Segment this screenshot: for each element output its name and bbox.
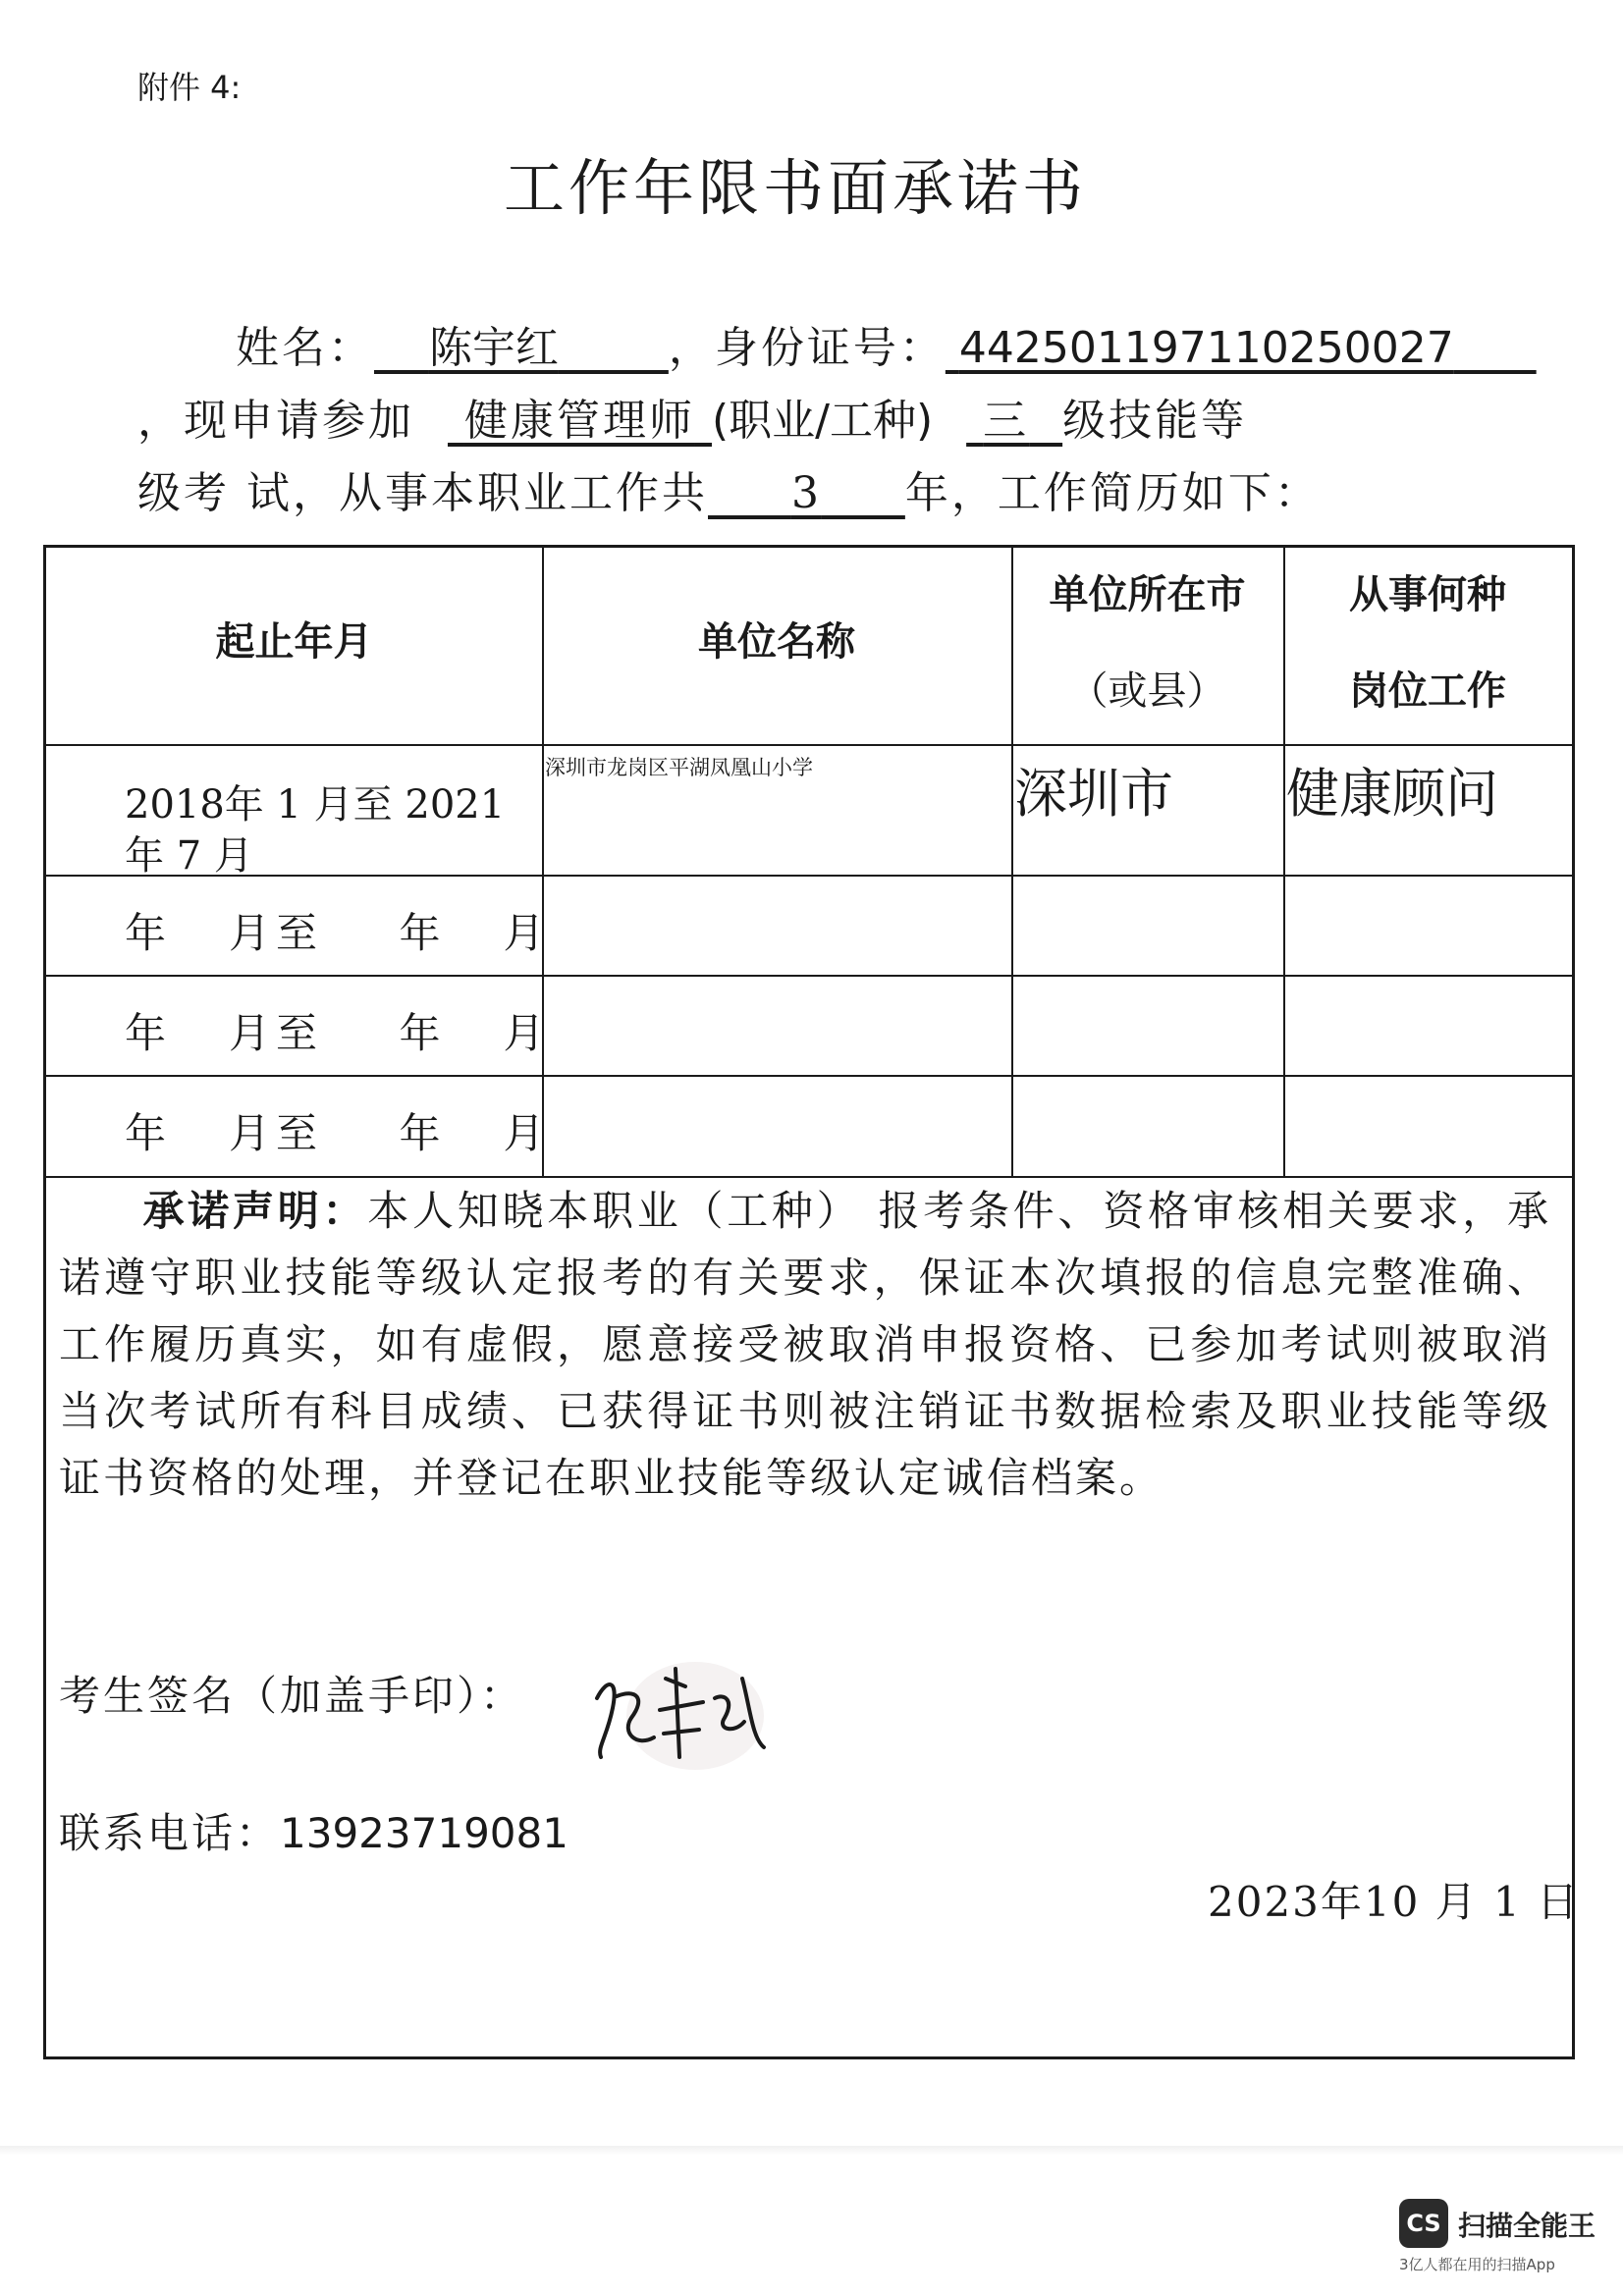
occupation-value: 健康管理师 — [463, 396, 695, 446]
header-city-line1: 单位所在市 — [1049, 572, 1246, 617]
row1-period-line1: 2018年 1 月至 2021 — [125, 782, 506, 828]
id-label: ，身份证号： — [668, 323, 946, 373]
scan-margin — [0, 2155, 1623, 2296]
watermark-name: 扫描全能王 — [1458, 2210, 1596, 2242]
line3-prefix: 级考 试，从事本职业工作共 — [137, 468, 708, 518]
attachment-label: 附件 4: — [137, 69, 242, 106]
table-divider — [46, 875, 1572, 877]
table-divider — [1283, 548, 1285, 1176]
years-value: 3 — [790, 468, 822, 518]
table-divider — [1011, 548, 1013, 1176]
name-label: 姓名： — [236, 323, 374, 373]
table-divider — [46, 1075, 1572, 1077]
header-city-line2: （或县） — [1068, 668, 1226, 714]
level-suffix: 级技能等 — [1062, 396, 1248, 446]
phone-line — [59, 1801, 568, 1860]
signed-date: 2023年10 月 1 日 — [1208, 1878, 1581, 1926]
declaration — [59, 1178, 1551, 1512]
handwritten-signature — [577, 1639, 784, 1787]
id-value: 442501197110250027 — [958, 323, 1454, 373]
intro-line-2 — [137, 385, 1247, 448]
intro-line-1 — [236, 312, 1537, 375]
row1-city: 深圳市 — [1014, 763, 1173, 825]
table-divider — [46, 744, 1572, 746]
row3-period: 年 月至 年 月 — [125, 1009, 551, 1057]
scanner-watermark — [1399, 2199, 1605, 2272]
level-value: 三 — [983, 396, 1030, 446]
document-title: 工作年限书面承诺书 — [503, 152, 1087, 224]
table-divider — [46, 975, 1572, 977]
name-value: 陈宇红 — [428, 323, 559, 373]
row4-period: 年 月至 年 月 — [125, 1109, 551, 1157]
header-period: 起止年月 — [215, 619, 373, 665]
header-unit: 单位名称 — [698, 619, 855, 665]
row1-unit: 深圳市龙岗区平湖凤凰山小学 — [545, 756, 813, 779]
row1-job: 健康顾问 — [1286, 763, 1498, 825]
row2-period: 年 月至 年 月 — [125, 909, 551, 957]
occupation-suffix: (职业/工种) — [711, 396, 934, 446]
phone-label: 联系电话： — [59, 1809, 281, 1857]
camscanner-logo-icon: CS — [1399, 2199, 1448, 2248]
header-job-line2: 岗位工作 — [1349, 668, 1506, 714]
row1-period-line2: 年 7 月 — [125, 833, 253, 879]
line2-prefix: ，现申请参加 — [137, 396, 414, 446]
phone-value: 13923719081 — [280, 1809, 568, 1857]
line3-suffix: 年，工作简历如下： — [904, 468, 1321, 518]
header-job-line1: 从事何种 — [1349, 572, 1506, 617]
watermark-subtitle: 3亿人都在用的扫描App — [1399, 2256, 1555, 2273]
intro-line-3 — [137, 457, 1321, 520]
declaration-heading: 承诺声明： — [142, 1187, 368, 1235]
declaration-body: 本人知晓本职业（工种） 报考条件、资格审核相关要求，承诺遵守职业技能等级认定报考的有关要求，保证本次填报的信息完整准确、工作履历真实，如有虚假，愿意接受被取消申报资格、已参加考试则被取消当次考试所有科目成绩、已获得证书则被注销证书数据检索及职业技能等级证书资格的处理，并登记在职业技能等级认定诚信档案。 — [59, 1187, 1551, 1502]
signature-label: 考生签名（加盖手印）： — [59, 1672, 525, 1720]
